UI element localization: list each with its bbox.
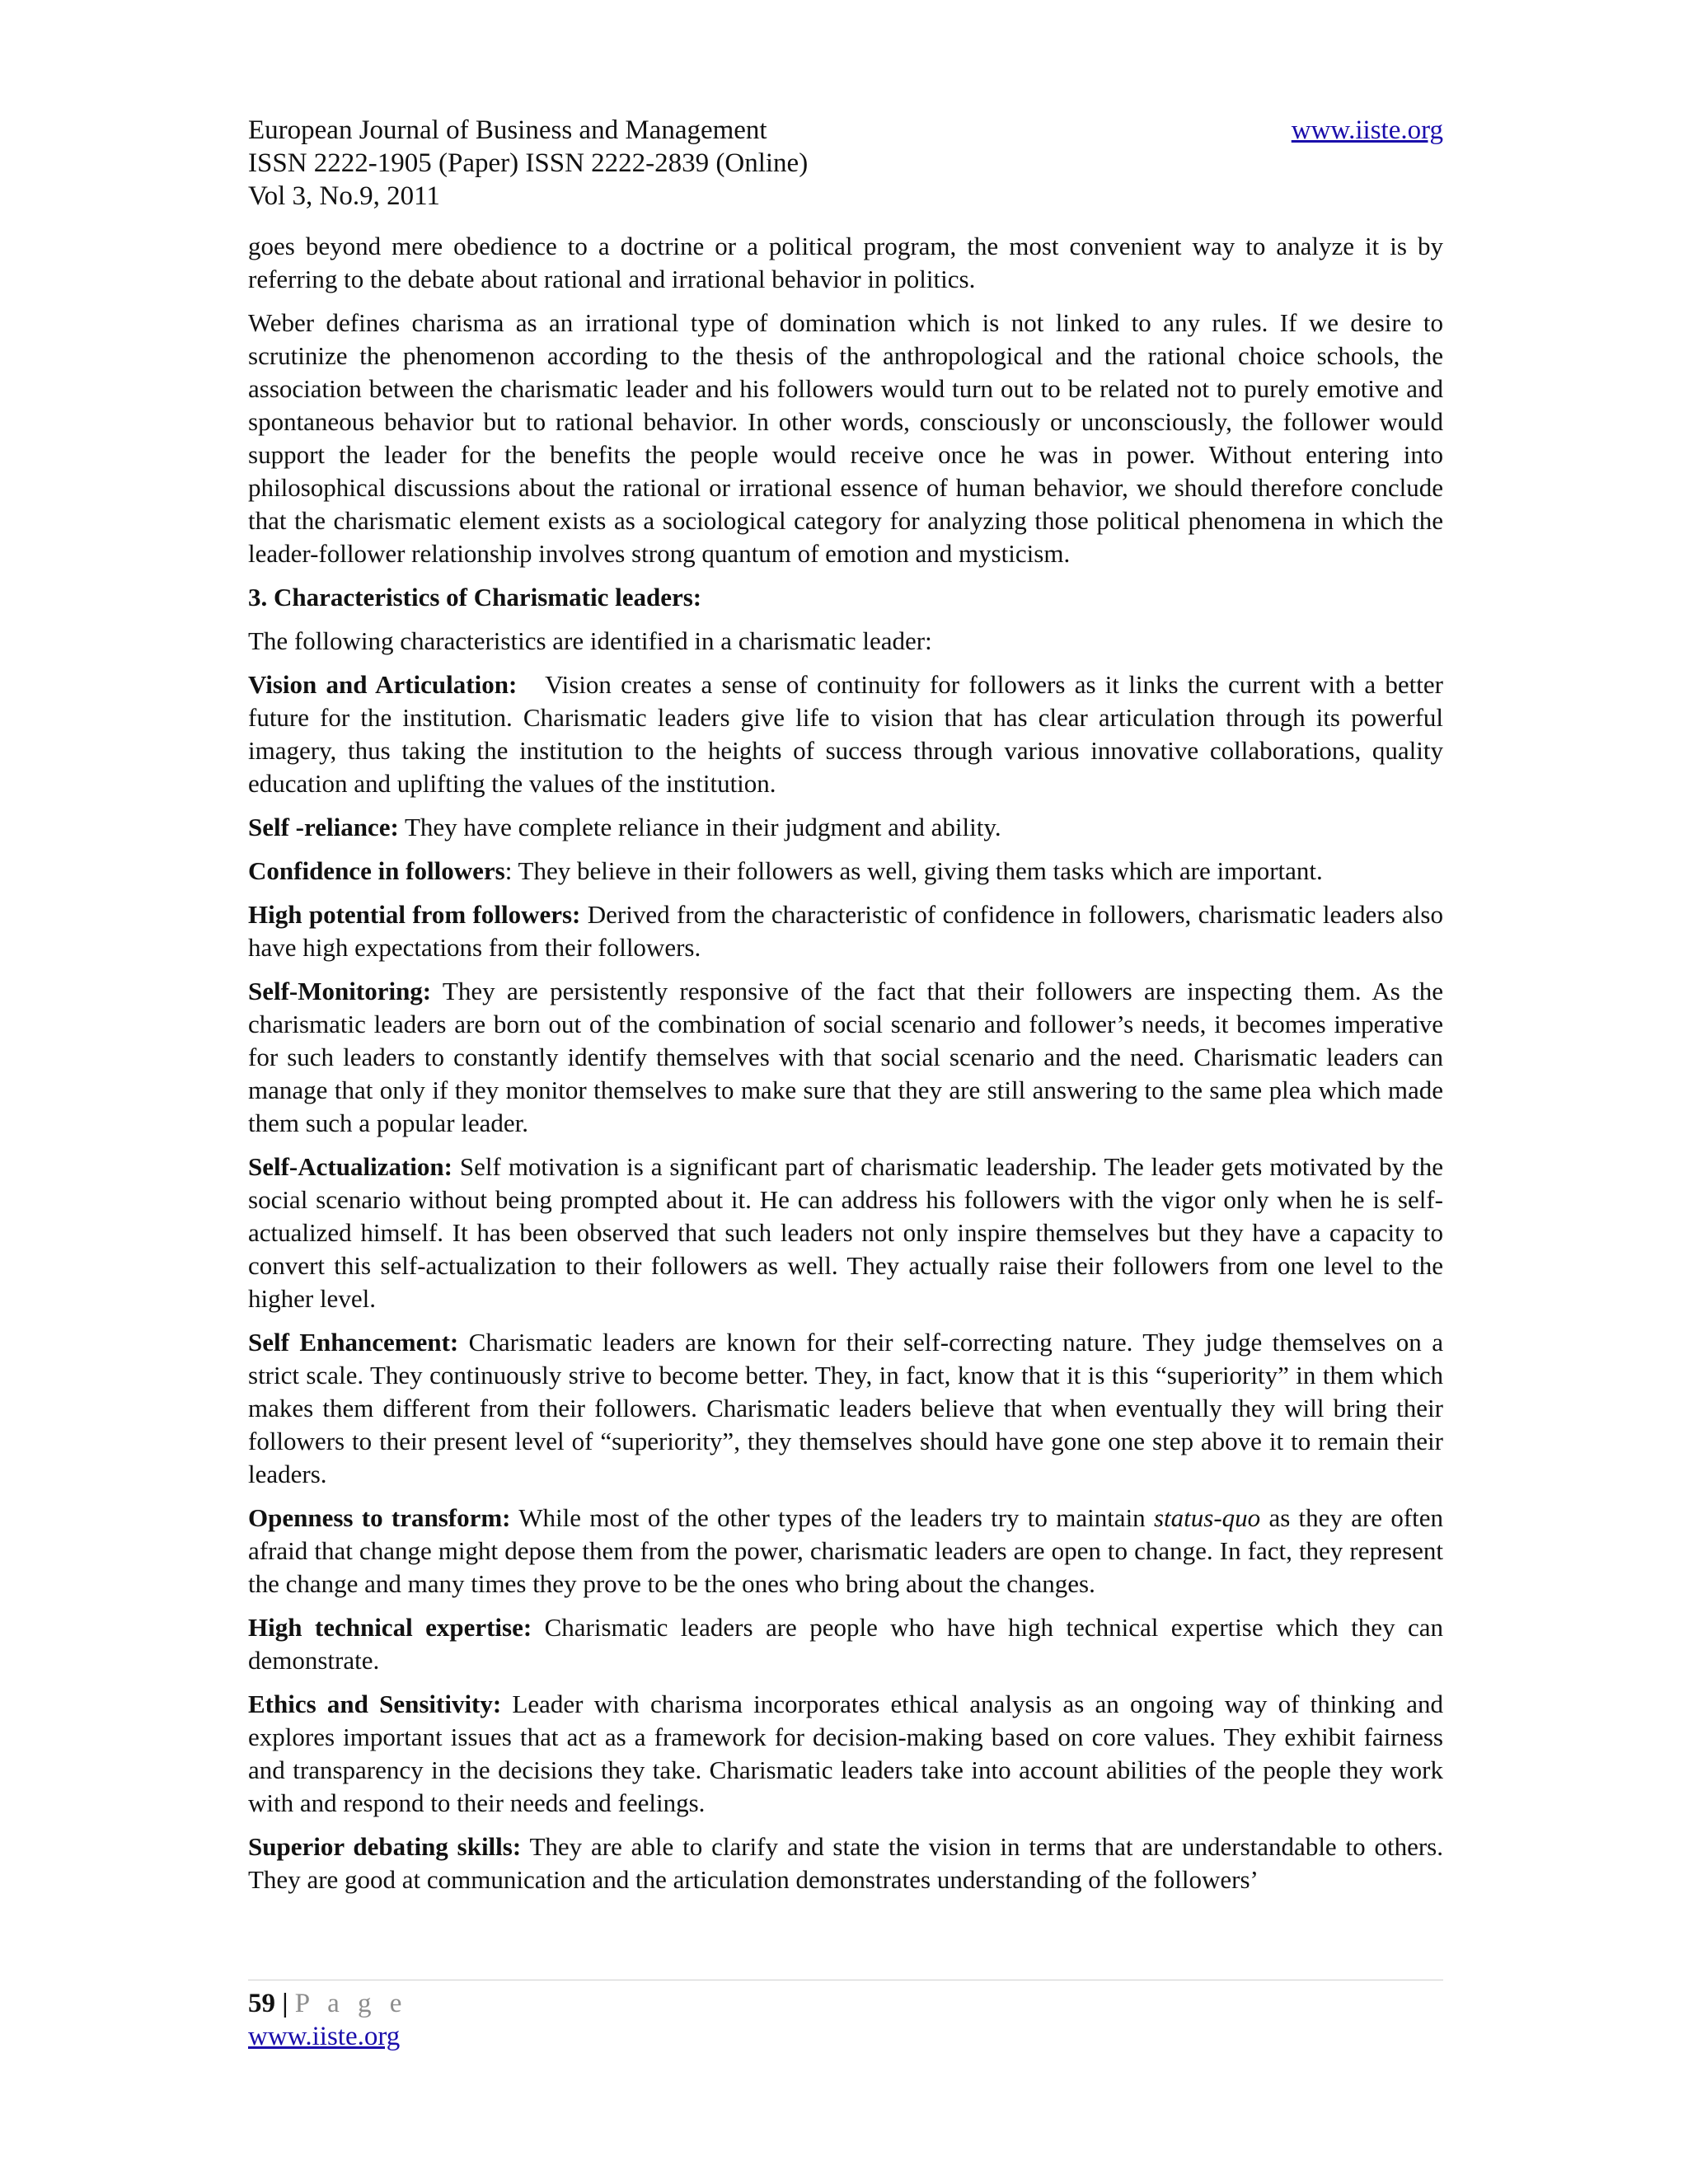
characteristic-paragraph — [248, 1151, 1443, 1315]
characteristic-text: Charismatic leaders are known for their self-correcting nature. They judge themselves on a strict scale. They continuously strive to become better. They, in fact, know that it is this “superiority” in them which makes them different from their followers. Charismatic leaders believe that when eventually they will bring their followers to their present level of “superiority”, they themselves should have gone one step above it to remain their leaders. — [248, 1328, 1443, 1488]
characteristic-text: They are able to clarify and state the vision in terms that are understandable to others. They are good at communication and the articulation demonstrates understanding of the followers’ — [248, 1832, 1443, 1894]
page-footer — [248, 1980, 1443, 2053]
characteristic-term: Self -reliance: — [248, 813, 399, 841]
paragraph-text: Weber defines charisma as an irrational type of domination which is not linked to any rules. If we desire to scrutinize the phenomenon according to the thesis of the anthropological and the rational choice schools, the association between the charismatic leader and his followers would turn out to be related not to purely emotive and spontaneous behavior but to rational behavior. In other words, consciously or unconsciously, the follower would support the leader for the benefits the people would receive once he was in power. Without entering into philosophical discussions about the rational or irrational essence of human behavior, we should therefore conclude that the charismatic element exists as a sociological category for analyzing those political phenomena in which the leader-follower relationship involves strong quantum of emotion and mysticism. — [248, 308, 1443, 568]
characteristic-text: They are persistently responsive of the fact that their followers are inspecting them. As the charismatic leaders are born out of the combination of social scenario and follower’s needs, it becomes imperative for such leaders to constantly identify themselves with that social scenario and the need. Charismatic leaders can manage that only if they monitor themselves to make sure that they are still answering to the same plea which made them such a popular leader. — [248, 977, 1443, 1137]
characteristic-paragraph — [248, 1611, 1443, 1677]
characteristic-paragraph — [248, 1830, 1443, 1896]
characteristic-term: Openness to transform: — [248, 1503, 511, 1532]
document-page — [248, 114, 1443, 1907]
italic-term: status-quo — [1153, 1503, 1261, 1532]
characteristic-text: While most of the other types of the leaders try to maintain — [510, 1503, 1154, 1532]
paragraph-text: goes beyond mere obedience to a doctrine or a political program, the most convenient way to analyze it is by referring to the debate about rational and irrational behavior in politics. — [248, 232, 1443, 293]
volume-line: Vol 3, No.9, 2011 — [248, 181, 440, 211]
paragraph-text: The following characteristics are identified in a charismatic leader: — [248, 626, 932, 655]
characteristic-paragraph — [248, 811, 1443, 844]
characteristic-text: Leader with charisma incorporates ethical analysis as an ongoing way of thinking and explores important issues that act as a framework for decision-making based on core values. They exhibit fairness and transparency in the decisions they take. Charismatic leaders take into account abilities of the people they work with and respond to their needs and feelings. — [248, 1690, 1443, 1817]
characteristic-paragraph — [248, 855, 1443, 888]
characteristic-paragraph — [248, 1502, 1443, 1601]
characteristic-term: Superior debating skills: — [248, 1832, 522, 1861]
page-separator: | — [282, 1989, 288, 2018]
characteristic-text: Derived from the characteristic of confidence in followers, charismatic leaders also have high expectations from their followers. — [248, 900, 1443, 962]
characteristic-paragraph — [248, 1688, 1443, 1820]
characteristic-term: Self Enhancement: — [248, 1328, 459, 1357]
characteristic-term: Ethics and Sensitivity: — [248, 1690, 502, 1718]
characteristic-paragraph — [248, 898, 1443, 964]
characteristic-text: : They believe in their followers as well, giving them tasks which are important. — [504, 856, 1323, 885]
characteristic-term: High technical expertise: — [248, 1613, 532, 1642]
characteristic-paragraph — [248, 1326, 1443, 1491]
section-heading-paragraph — [248, 581, 1443, 614]
characteristic-paragraph — [248, 668, 1443, 800]
characteristic-text: as they are often afraid that change might depose them from the power, charismatic leaders are open to change. In fact, they represent the change and many times they prove to be the ones who bring about the changes. — [248, 1503, 1444, 1598]
footer-website-link[interactable]: www.iiste.org — [248, 2022, 401, 2051]
section-heading: 3. Characteristics of Charismatic leaders: — [248, 583, 702, 612]
characteristic-text: Self motivation is a significant part of charismatic leadership. The leader gets motivated by the social scenario without being prompted about it. He can address his followers with the vigor only when he is self-actualized himself. It has been observed that such leaders not only inspire themselves but they have a capacity to convert this self-actualization to their followers as well. They actually raise their followers from one level to the higher level. — [248, 1152, 1443, 1313]
characteristic-term: Confidence in followers — [248, 856, 505, 885]
article-body — [248, 230, 1443, 1896]
characteristic-text: Vision creates a sense of continuity for followers as it links the current with a better future for the institution. Charismatic leaders give life to vision that has clear articulation through its powerful imagery, thus taking the institution to the heights of success through various innovative collaborations, quality education and uplifting the values of the institution. — [248, 670, 1443, 798]
paragraph — [248, 307, 1443, 570]
issn-line: ISSN 2222-1905 (Paper) ISSN 2222-2839 (Online) — [248, 148, 809, 178]
page-number: 59 — [248, 1989, 275, 2018]
journal-header — [248, 114, 1443, 213]
characteristic-text: Charismatic leaders are people who have high technical expertise which they can demonstrate. — [248, 1613, 1443, 1675]
characteristic-term: High potential from followers: — [248, 900, 581, 929]
characteristic-term: Self-Actualization: — [248, 1152, 452, 1181]
characteristic-text: They have complete reliance in their judgment and ability. — [398, 813, 1001, 841]
characteristic-paragraph — [248, 975, 1443, 1140]
page-number-line — [248, 1987, 1443, 2020]
characteristic-term: Vision and Articulation: — [248, 670, 518, 699]
characteristic-term: Self-Monitoring: — [248, 977, 432, 1005]
journal-title: European Journal of Business and Management — [248, 115, 767, 145]
paragraph — [248, 230, 1443, 296]
header-website-link[interactable]: www.iiste.org — [1291, 115, 1443, 145]
paragraph — [248, 625, 1443, 658]
page-label: P a g e — [294, 1989, 408, 2018]
